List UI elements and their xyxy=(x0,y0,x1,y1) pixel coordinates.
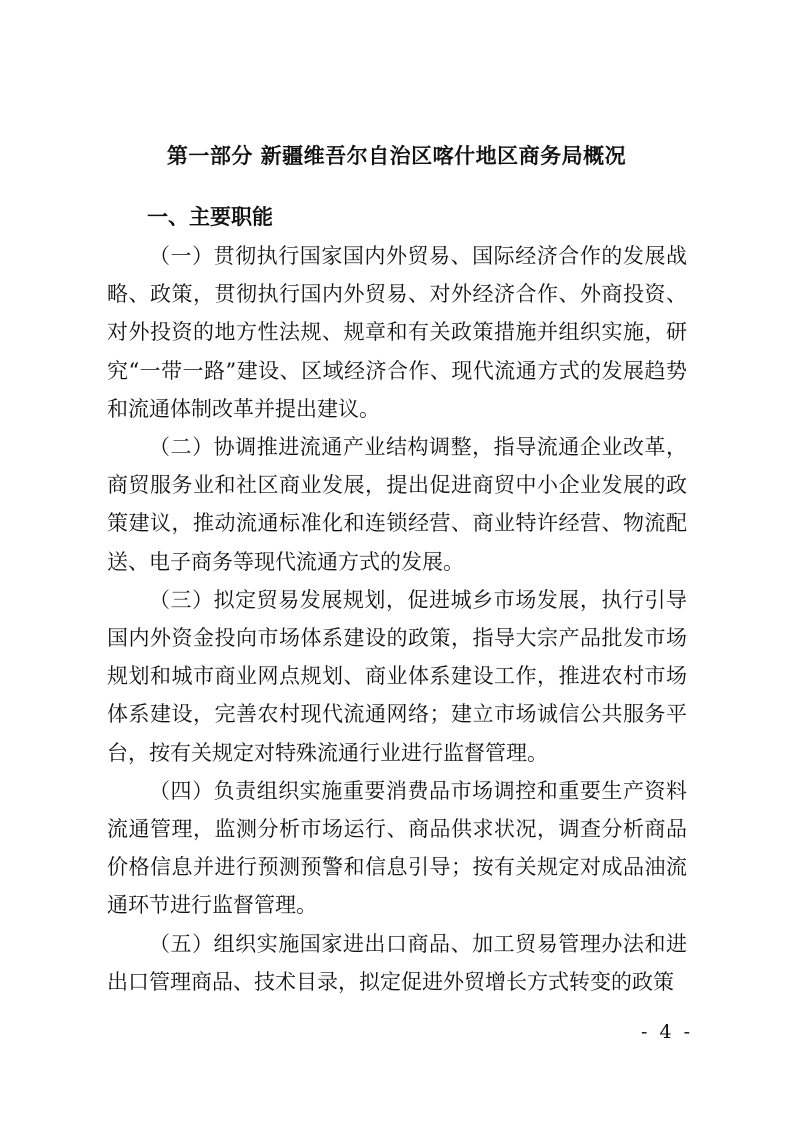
page-number: - 4 - xyxy=(640,1021,693,1043)
section-heading: 一、主要职能 xyxy=(147,205,273,229)
document-title: 第一部分 新疆维吾尔自治区喀什地区商务局概况 xyxy=(166,144,627,168)
paragraph-1: （一）贯彻执行国家国内外贸易、国际经济合作的发展战略、政策，贯彻执行国内外贸易、对外经济合作、外商投资、对外投资的地方性法规、规章和有关政策措施并组织实施，研究“一带一路”建设、区域经济合作、现代流通方式的发展趋势和流通体制改革并提出建议。 xyxy=(107,244,687,421)
paragraph-3: （三）拟定贸易发展规划，促进城乡市场发展，执行引导国内外资金投向市场体系建设的政策，指导大宗产品批发市场规划和城市商业网点规划、商业体系建设工作，推进农村市场体系建设，完善农村现代流通网络；建立市场诚信公共服务平台，按有关规定对特殊流通行业进行监督管理。 xyxy=(107,587,687,765)
document-body xyxy=(107,237,687,1001)
paragraph-2: （二）协调推进流通产业结构调整，指导流通企业改革，商贸服务业和社区商业发展，提出促进商贸中小企业发展的政策建议，推动流通标准化和连锁经营、商业特许经营、物流配送、电子商务等现代流通方式的发展。 xyxy=(107,435,687,574)
paragraph-5: （五）组织实施国家进出口商品、加工贸易管理办法和进出口管理商品、技术目录，拟定促进外贸增长方式转变的政策 xyxy=(107,931,687,994)
paragraph-4: （四）负责组织实施重要消费品市场调控和重要生产资料流通管理，监测分析市场运行、商品供求状况，调查分析商品价格信息并进行预测预警和信息引导；按有关规定对成品油流通环节进行监督管理。 xyxy=(107,778,687,918)
